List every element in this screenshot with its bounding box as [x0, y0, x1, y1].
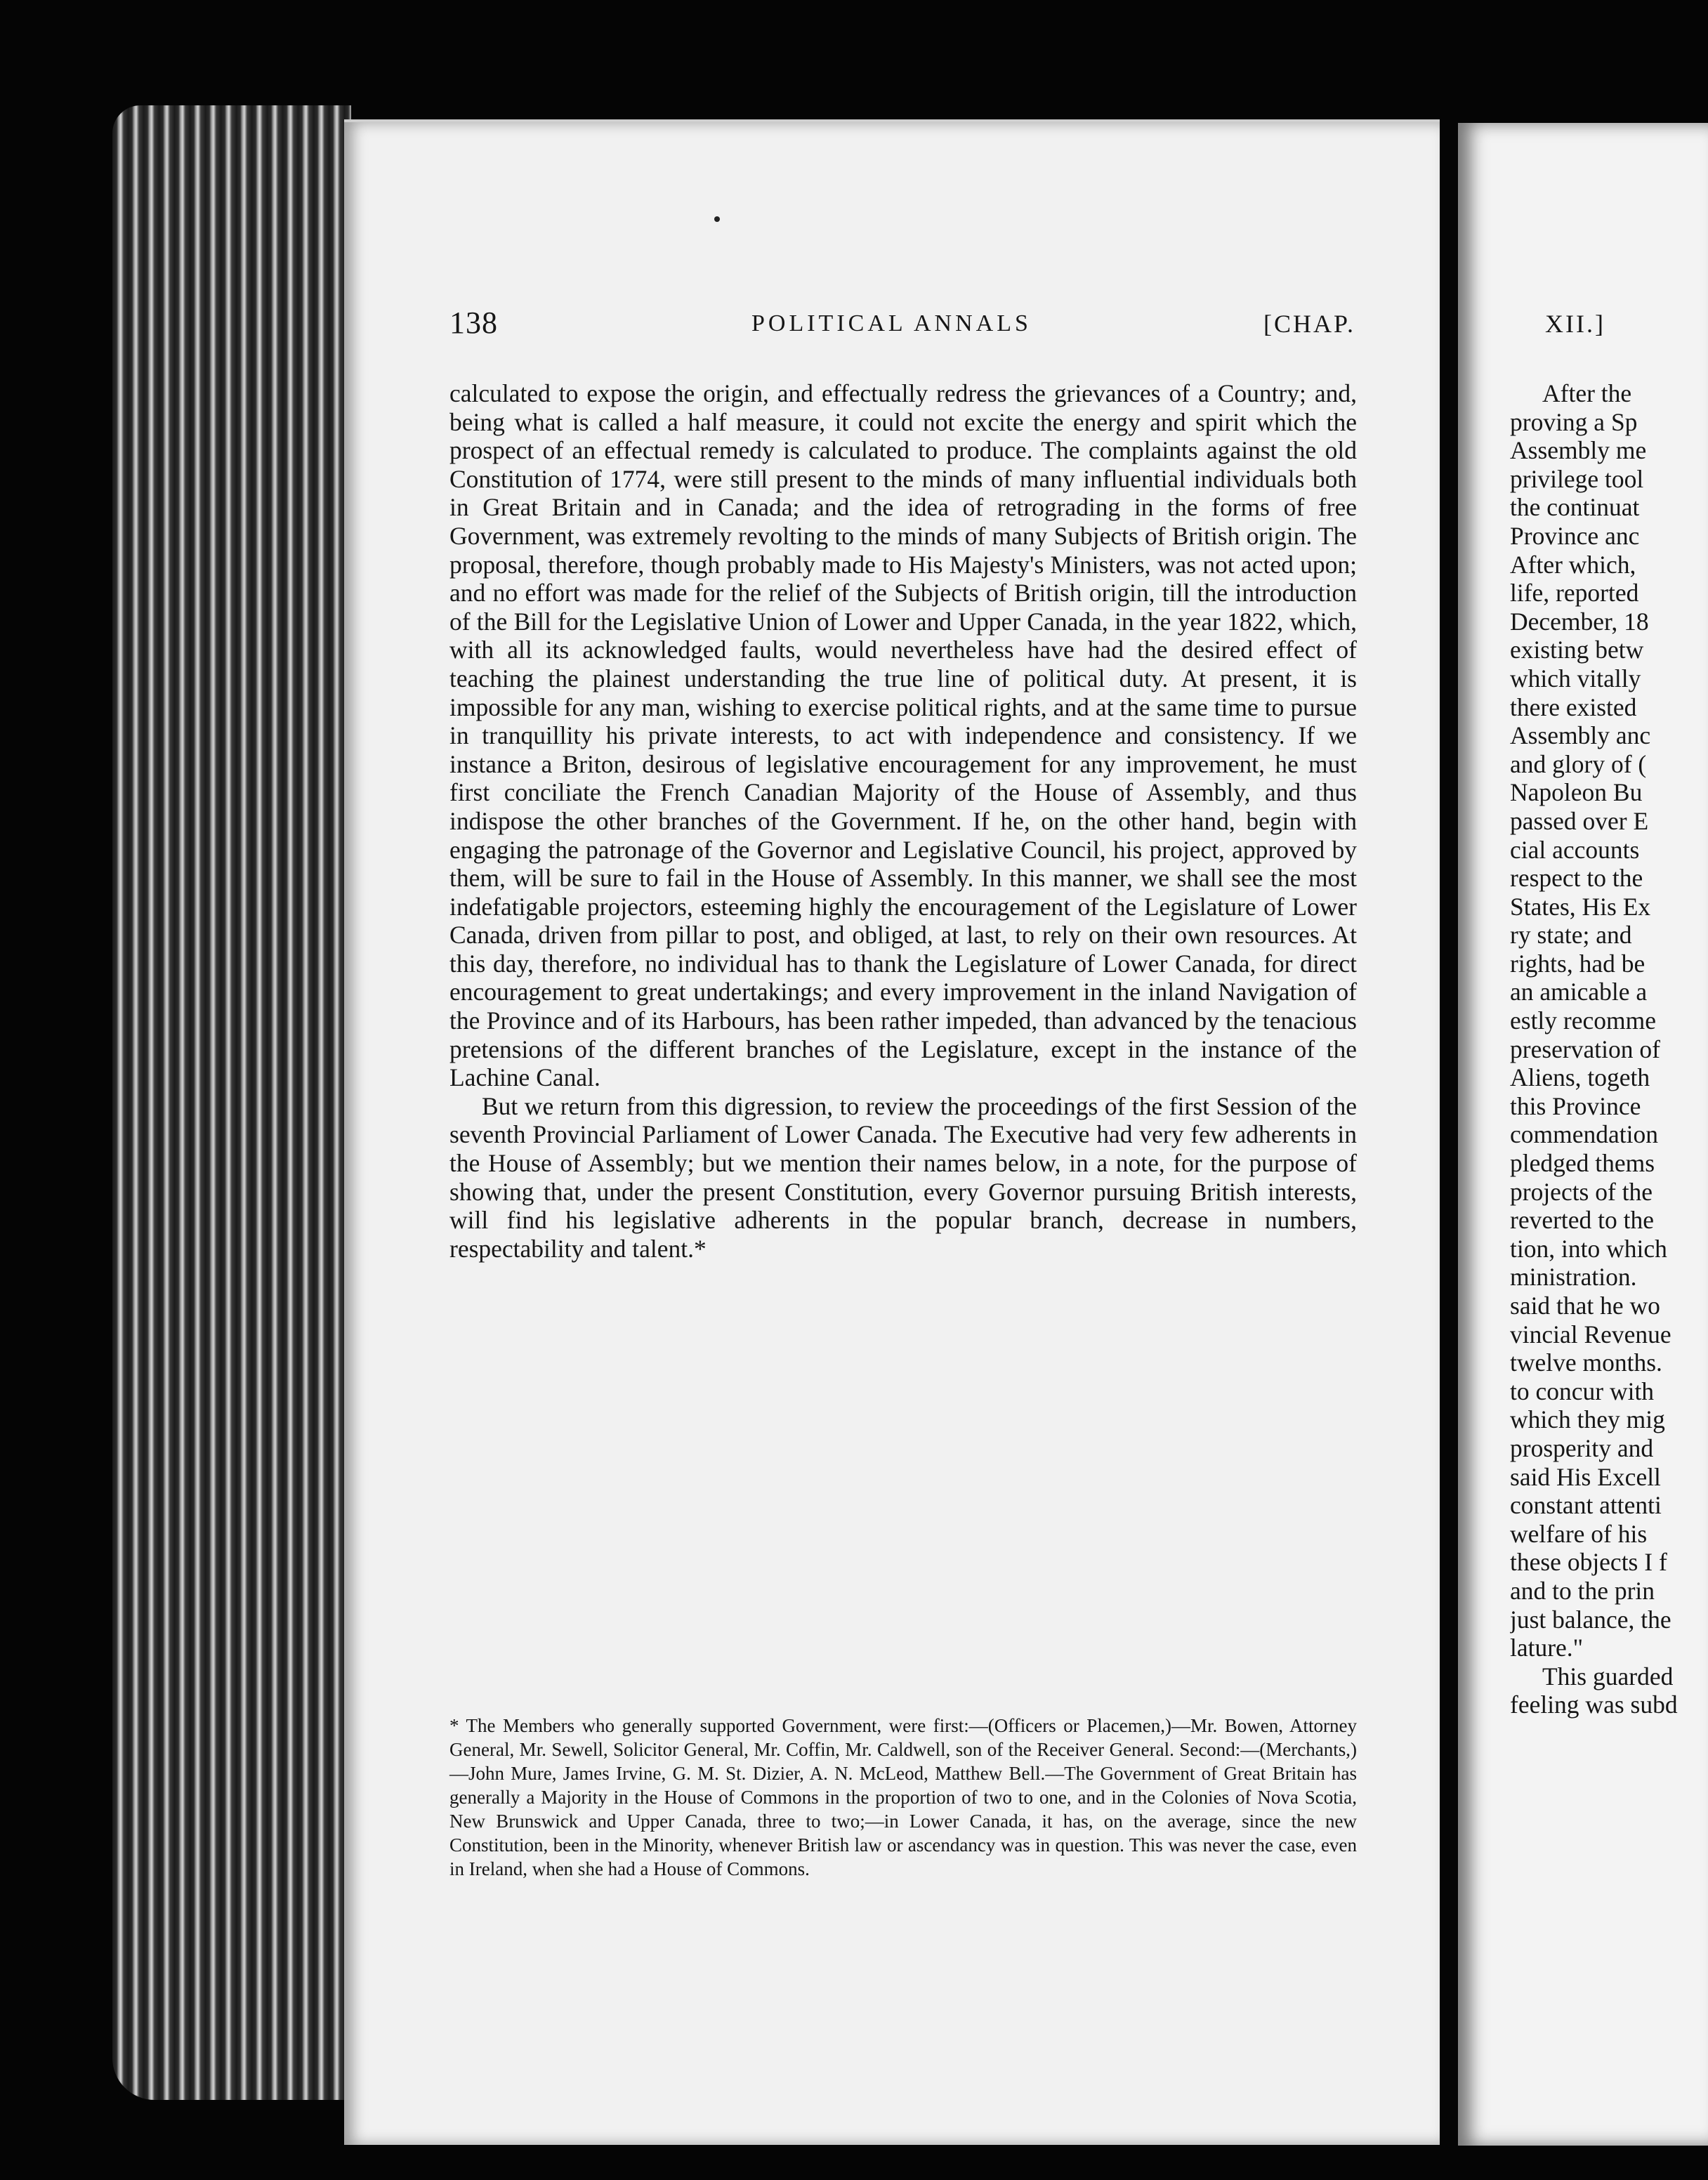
right-page-line: twelve months.	[1510, 1348, 1662, 1377]
right-page-line: This guarded	[1542, 1662, 1674, 1690]
right-page-line: States, His Ex	[1510, 892, 1651, 921]
right-page-line: feeling was subd	[1510, 1690, 1678, 1719]
paragraph-2: But we return from this digression, to review the proceedings of the first Session of the seventh Provincial Parliament of Lower Canada. The Executive had very few adherents in the House of Assembly; but we mention their names below, in a note, for the purpose of showing that, under the present Constitution, every Governor pursuing British interests, will find his legislative adherents in the popular branch, decrease in numbers, respectability and talent.*	[449, 1091, 1357, 1263]
page-number: 138	[449, 306, 498, 340]
right-page-line: respect to the	[1510, 864, 1643, 893]
footnote: * The Members who generally supported Government, were first:—(Officers or Placemen,)—Mr. Bowen, Attorney General, Mr. Sewell, Solicitor General, Mr. Coffin, Mr. Caldwell, son of the Receiver General. Second:—(Merchants,)—John Mure, James Irvine, G. M. St. Dizier, A. N. McLeod, Matthew Bell.—The Government of Great Britain has generally a Majority in the House of Commons in the proportion of two to one, and in the Colonies of Nova Scotia, New Brunswick and Upper Canada, three to two;—in Lower Canada, it has, on the average, since the new Constitution, been in the Minority, whenever British law or ascendancy was in question. This was never the case, even in Ireland, when she had a House of Commons.	[449, 1715, 1357, 1879]
right-page-line: ministration.	[1510, 1263, 1637, 1292]
right-page-line: Assembly anc	[1510, 721, 1651, 750]
book-page-edges	[112, 105, 351, 2100]
right-page-line: estly recomme	[1510, 1006, 1656, 1035]
right-page-line: cial accounts	[1510, 835, 1640, 864]
right-page-line: commendation	[1510, 1120, 1658, 1149]
right-running-chapter: XII.]	[1545, 310, 1605, 338]
right-page-line: Napoleon Bu	[1510, 778, 1643, 807]
right-page-line: passed over E	[1510, 806, 1649, 835]
running-title: POLITICAL ANNALS	[751, 310, 1032, 336]
right-page-line: said His Excell	[1510, 1462, 1661, 1491]
right-page-line: rights, had be	[1510, 949, 1645, 978]
right-page-line: and glory of (	[1510, 749, 1647, 778]
right-page-line: there existed	[1510, 692, 1637, 721]
right-page-line: proving a Sp	[1510, 407, 1638, 436]
right-page-line: Assembly me	[1510, 436, 1647, 465]
right-page-line: privilege tool	[1510, 464, 1644, 493]
running-head	[449, 305, 1355, 347]
right-page-line: projects of the	[1510, 1177, 1653, 1206]
right-page-line: After the	[1542, 379, 1632, 407]
right-page-line: and to the prin	[1510, 1576, 1655, 1605]
running-chapter: [CHAP.	[1263, 310, 1355, 338]
right-page-line: the continuat	[1510, 493, 1640, 522]
right-page-line: this Province	[1510, 1091, 1641, 1120]
right-page-line: prosperity and	[1510, 1433, 1654, 1462]
right-page-text	[1510, 379, 1708, 1719]
right-page-line: preservation of	[1510, 1035, 1660, 1063]
right-page-line: an amicable a	[1510, 978, 1648, 1006]
right-page-line: which vitally	[1510, 664, 1641, 692]
right-page-line: reverted to the	[1510, 1206, 1655, 1235]
right-page-line: tion, into which	[1510, 1234, 1667, 1263]
ink-speck	[714, 216, 720, 222]
paragraph-1: calculated to expose the origin, and effectually redress the grievances of a Country; and, being what is called a half measure, it could not excite the energy and spirit which the prospect of an effectual remedy is calculated to produce. The complaints against the old Constitution of 1774, were still present to the minds of many influential individuals both in Great Britain and in Canada; and the idea of retrograding in the forms of free Government, was extremely revolting to the minds of many Subjects of British origin. The proposal, therefore, though probably made to His Majesty's Ministers, was not acted upon; and no effort was made for the relief of the Subjects of British origin, till the introduction of the Bill for the Legislative Union of Lower and Upper Canada, in the year 1822, which, with all its acknowledged faults, would nevertheless have had the desired effect of teaching the plainest understanding the true line of political duty. At present, it is impossible for any man, wishing to exercise political rights, and at the same time to pursue in tranquillity his private interests, to act with independence and consistency. If we instance a Briton, desirous of legislative encouragement for any improvement, he must first conciliate the French Canadian Majority of the House of Assembly, and thus indispose the other branches of the Government. If he, on the other hand, begin with engaging the patronage of the Governor and Legislative Council, his project, approved by them, will be sure to fail in the House of Assembly. In this manner, we shall see the most indefatigable projectors, esteeming highly the encouragement of the Legislature of Lower Canada, driven from pillar to post, and obliged, at last, to rely on their own resources. At this day, therefore, no individual has to thank the Legislature of Lower Canada, for direct encouragement to great undertakings; and every improvement in the inland Navigation of the Province and of its Harbours, has been rather impeded, than advanced by the tenacious pretensions of the different branches of the Legislature, except in the instance of the Lachine Canal.	[449, 379, 1357, 1092]
right-page-line: Aliens, togeth	[1510, 1063, 1650, 1092]
right-page-line: lature."	[1510, 1634, 1584, 1662]
right-page-line: these objects I f	[1510, 1548, 1667, 1577]
right-page-line: life, reported	[1510, 579, 1639, 608]
right-page-line: which they mig	[1510, 1405, 1665, 1434]
right-page-line: After which,	[1510, 550, 1636, 579]
right-page-line: said that he wo	[1510, 1292, 1660, 1320]
right-page-line: ry state; and	[1510, 921, 1632, 950]
right-page-line: December, 18	[1510, 607, 1649, 636]
right-page-line: pledged thems	[1510, 1149, 1655, 1178]
right-page-line: vincial Revenue	[1510, 1320, 1671, 1348]
body-text	[449, 379, 1357, 1263]
right-page-line: welfare of his	[1510, 1519, 1648, 1548]
right-page-line: Province anc	[1510, 521, 1640, 550]
right-page-line: constant attenti	[1510, 1491, 1662, 1520]
right-page-line: to concur with	[1510, 1377, 1655, 1405]
right-page-line: existing betw	[1510, 636, 1644, 664]
right-page-line: just balance, the	[1510, 1605, 1671, 1634]
